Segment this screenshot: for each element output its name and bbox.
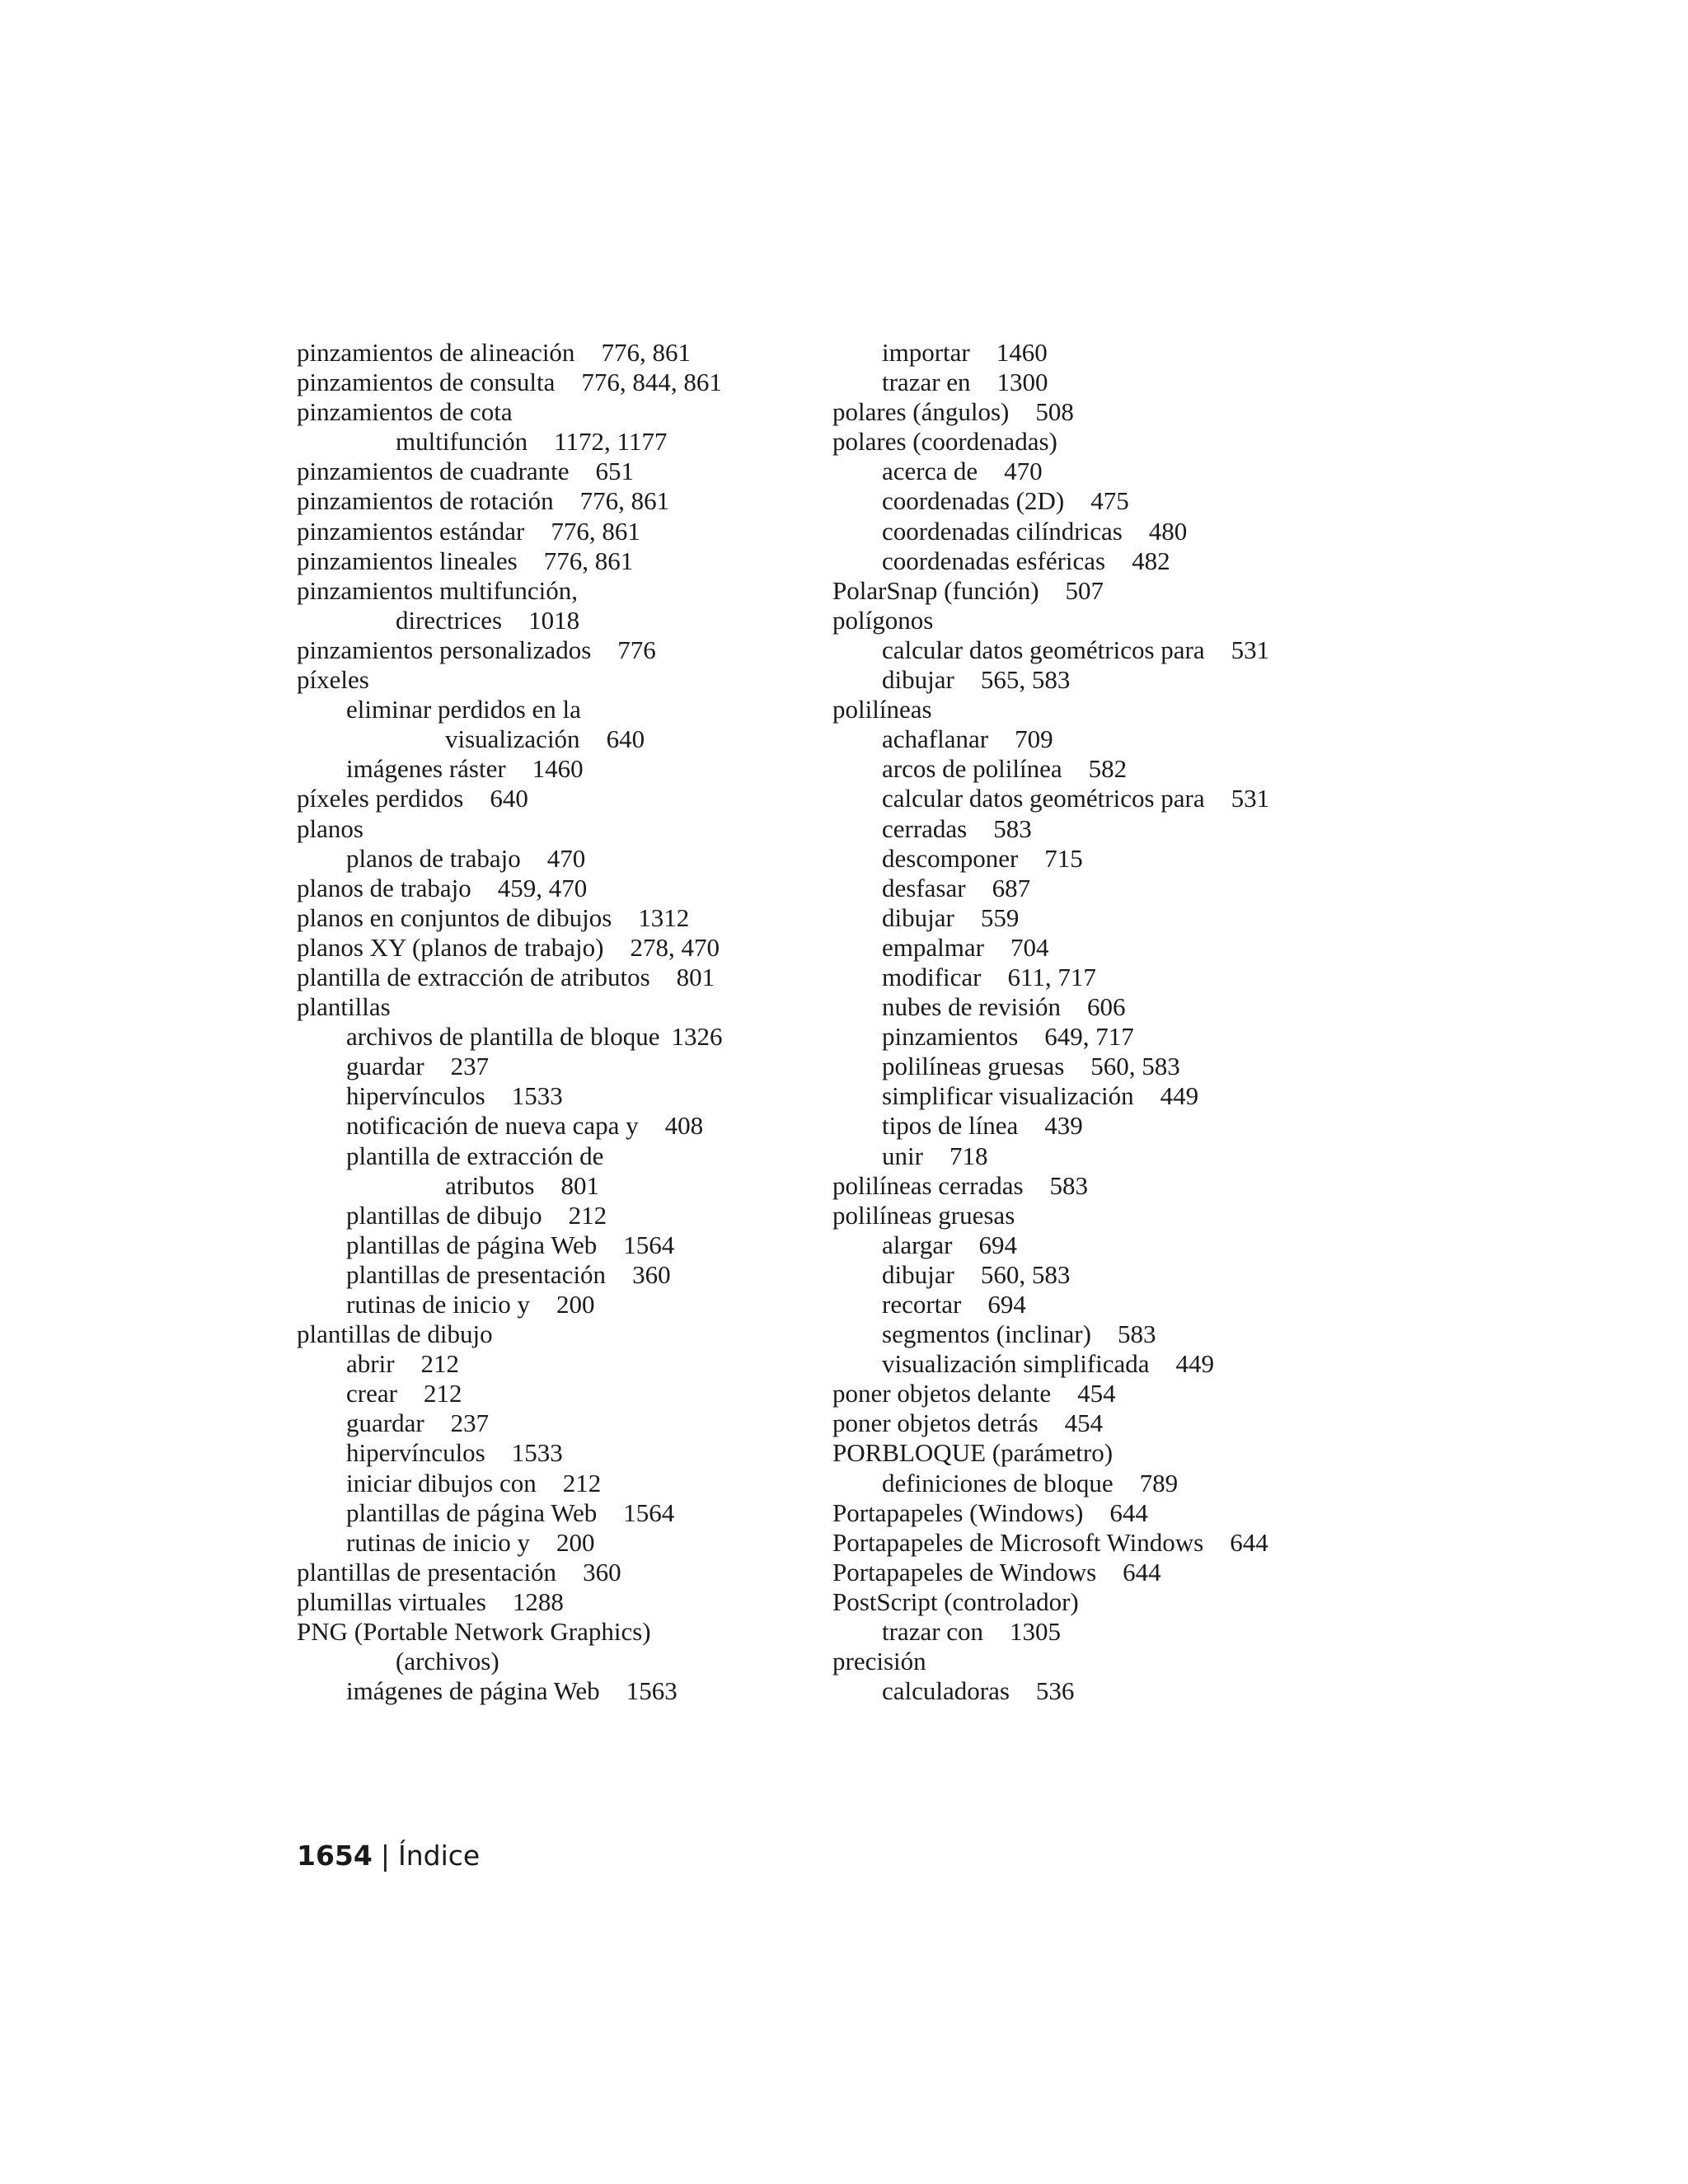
index-term: pinzamientos xyxy=(882,1022,1019,1052)
index-term: achaflanar xyxy=(882,724,989,754)
index-entry xyxy=(832,1408,1360,1438)
index-page-ref: 454 xyxy=(1064,1408,1104,1438)
index-entry xyxy=(832,1022,1360,1052)
index-term: atributos xyxy=(445,1170,535,1200)
index-page-ref: 200 xyxy=(556,1290,595,1319)
index-page-ref: 1564 xyxy=(623,1497,675,1527)
index-term: planos xyxy=(297,813,363,843)
index-page-ref: 565, 583 xyxy=(980,665,1071,695)
index-page-ref: 776, 861 xyxy=(551,516,640,546)
index-page-ref: 718 xyxy=(949,1141,988,1170)
index-entry xyxy=(297,1498,824,1528)
index-term: crear xyxy=(346,1379,397,1408)
index-term: plantillas de presentación xyxy=(297,1557,557,1586)
index-entry xyxy=(832,1111,1360,1141)
index-page-ref: 1533 xyxy=(511,1081,563,1111)
index-page-ref: 1300 xyxy=(996,368,1048,397)
index-page-ref: 583 xyxy=(993,813,1032,843)
index-entry xyxy=(297,1558,824,1587)
index-term: coordenadas (2D) xyxy=(882,486,1065,516)
index-page-ref: 360 xyxy=(632,1259,671,1289)
index-term: directrices xyxy=(396,605,503,635)
index-entry xyxy=(297,695,824,724)
index-entry xyxy=(832,724,1360,754)
index-page-ref: 212 xyxy=(562,1468,602,1497)
index-page-ref: 507 xyxy=(1065,575,1104,605)
index-entry xyxy=(297,517,824,546)
index-entry xyxy=(832,1260,1360,1290)
index-entry xyxy=(297,1617,824,1647)
index-page-ref: 475 xyxy=(1090,486,1129,516)
index-term: multifunción xyxy=(396,427,528,457)
index-term: iniciar dibujos con xyxy=(346,1468,537,1497)
index-term: hipervínculos xyxy=(346,1081,485,1111)
index-term: PORBLOQUE (parámetro) xyxy=(832,1438,1114,1468)
index-entry xyxy=(832,1587,1360,1617)
index-page-ref: 776, 861 xyxy=(579,486,670,516)
index-page-ref: 644 xyxy=(1109,1497,1148,1527)
index-page-ref: 644 xyxy=(1123,1557,1161,1586)
index-entry xyxy=(297,1319,824,1349)
index-term: coordenadas esféricas xyxy=(882,546,1106,575)
index-page-ref: 704 xyxy=(1010,932,1049,962)
index-entry xyxy=(297,1290,824,1319)
index-entry xyxy=(297,874,824,903)
index-term: abrir xyxy=(346,1349,395,1379)
index-page-ref: 1563 xyxy=(626,1676,678,1706)
index-page-ref: 651 xyxy=(595,457,635,486)
index-term: píxeles perdidos xyxy=(297,784,464,813)
index-entry xyxy=(297,457,824,486)
index-entry xyxy=(297,754,824,784)
index-entry xyxy=(832,992,1360,1022)
index-entry xyxy=(297,1676,824,1706)
index-page-ref: 1288 xyxy=(512,1586,564,1616)
index-term: pinzamientos estándar xyxy=(297,516,525,546)
index-term: polilíneas gruesas xyxy=(832,1200,1015,1230)
index-entry xyxy=(297,1052,824,1081)
index-entry xyxy=(832,338,1360,368)
index-page-ref: 560, 583 xyxy=(980,1259,1071,1289)
index-page-ref: 644 xyxy=(1230,1527,1268,1557)
index-entry xyxy=(832,1349,1360,1379)
index-term: recortar xyxy=(882,1290,962,1319)
index-entry xyxy=(832,1617,1360,1647)
index-term: acerca de xyxy=(882,457,978,486)
index-term: (archivos) xyxy=(396,1647,499,1676)
index-entry xyxy=(832,665,1360,695)
index-term: plantillas de dibujo xyxy=(297,1319,493,1349)
index-page-ref: 1460 xyxy=(532,754,584,784)
index-term: dibujar xyxy=(882,1259,954,1289)
index-entry xyxy=(832,695,1360,724)
index-term: poner objetos detrás xyxy=(832,1408,1039,1438)
index-page-ref: 789 xyxy=(1139,1468,1179,1497)
index-page-ref: 694 xyxy=(987,1290,1026,1319)
index-entry xyxy=(832,457,1360,486)
index-page-ref: 482 xyxy=(1132,546,1170,575)
index-term: polilíneas gruesas xyxy=(882,1052,1065,1081)
index-entry xyxy=(832,1290,1360,1319)
index-term: modificar xyxy=(882,962,982,991)
index-term: rutinas de inicio y xyxy=(346,1290,530,1319)
index-entry xyxy=(832,1319,1360,1349)
index-entry xyxy=(297,724,824,754)
index-term: planos de trabajo xyxy=(297,873,471,902)
index-page-ref: 449 xyxy=(1160,1081,1199,1111)
index-page-ref: 1312 xyxy=(638,902,690,932)
index-entry xyxy=(297,933,824,963)
index-page-ref: 480 xyxy=(1148,516,1188,546)
section-title: Índice xyxy=(397,1840,481,1872)
index-entry xyxy=(832,1469,1360,1498)
index-page-ref: 1305 xyxy=(1010,1617,1062,1647)
index-entry xyxy=(832,1558,1360,1587)
index-entry xyxy=(297,1171,824,1201)
index-entry xyxy=(297,1349,824,1379)
index-page-ref: 559 xyxy=(980,902,1020,932)
index-page-ref: 582 xyxy=(1088,754,1128,784)
index-entry xyxy=(297,606,824,635)
index-term: pinzamientos multifunción, xyxy=(297,575,578,605)
index-page-ref: 560, 583 xyxy=(1090,1052,1180,1081)
index-term: plantilla de extracción de atributos xyxy=(297,962,650,991)
index-entry xyxy=(297,963,824,992)
index-entry xyxy=(832,1647,1360,1676)
index-term: planos XY (planos de trabajo) xyxy=(297,932,604,962)
index-term: pinzamientos de cota xyxy=(297,397,513,427)
index-term: polilíneas cerradas xyxy=(832,1170,1024,1200)
index-page-ref: 439 xyxy=(1044,1111,1083,1141)
index-page-ref: 408 xyxy=(664,1111,704,1141)
index-term: coordenadas cilíndricas xyxy=(882,516,1123,546)
index-page-ref: 237 xyxy=(450,1408,490,1438)
index-entry xyxy=(297,427,824,457)
index-page-ref: 470 xyxy=(1004,457,1043,486)
index-entry xyxy=(832,1141,1360,1171)
index-entry xyxy=(832,963,1360,992)
index-term: plantillas de página Web xyxy=(346,1230,598,1259)
index-entry xyxy=(297,397,824,427)
index-page-ref: 508 xyxy=(1035,397,1074,427)
index-page-ref: 470 xyxy=(546,843,586,873)
index-term: precisión xyxy=(832,1647,926,1676)
index-entry xyxy=(297,546,824,576)
index-term: visualización simplificada xyxy=(882,1349,1150,1379)
index-entry xyxy=(832,1052,1360,1081)
index-entry xyxy=(297,576,824,606)
index-entry xyxy=(832,1201,1360,1230)
index-page-ref: 649, 717 xyxy=(1044,1022,1134,1052)
index-entry xyxy=(297,784,824,813)
index-term: hipervínculos xyxy=(346,1438,485,1468)
index-entry xyxy=(297,338,824,368)
index-entry xyxy=(297,1379,824,1408)
index-term: unir xyxy=(882,1141,923,1170)
index-term: plantillas de presentación xyxy=(346,1259,607,1289)
index-term: nubes de revisión xyxy=(882,992,1061,1022)
index-term: descomponer xyxy=(882,843,1019,873)
index-term: polígonos xyxy=(832,605,934,635)
index-entry xyxy=(832,1438,1360,1468)
index-term: guardar xyxy=(346,1408,424,1438)
index-page-ref: 606 xyxy=(1086,992,1126,1022)
index-entry xyxy=(297,486,824,516)
index-entry xyxy=(832,517,1360,546)
index-term: trazar en xyxy=(882,368,971,397)
index-entry xyxy=(297,1230,824,1260)
index-entry xyxy=(832,546,1360,576)
index-term: PostScript (controlador) xyxy=(832,1586,1079,1616)
index-page-ref: 449 xyxy=(1175,1349,1215,1379)
index-page-ref: 237 xyxy=(450,1052,490,1081)
index-term: rutinas de inicio y xyxy=(346,1527,530,1557)
index-term: guardar xyxy=(346,1052,424,1081)
index-page-ref: 454 xyxy=(1077,1379,1116,1408)
index-entry xyxy=(832,754,1360,784)
index-entry xyxy=(297,1141,824,1171)
index-page-ref: 640 xyxy=(606,724,645,754)
index-term: plantilla de extracción de xyxy=(346,1141,604,1170)
index-term: PolarSnap (función) xyxy=(832,575,1039,605)
index-entry xyxy=(297,635,824,665)
index-page-ref: 360 xyxy=(583,1557,621,1586)
index-entry xyxy=(832,814,1360,844)
index-term: tipos de línea xyxy=(882,1111,1019,1141)
index-term: PNG (Portable Network Graphics) xyxy=(297,1617,651,1647)
index-entry xyxy=(832,576,1360,606)
index-entry xyxy=(297,903,824,933)
index-entry xyxy=(832,903,1360,933)
index-term: cerradas xyxy=(882,813,968,843)
index-page-ref: 1533 xyxy=(511,1438,563,1468)
index-page-ref: 1564 xyxy=(623,1230,675,1259)
index-page-ref: 801 xyxy=(676,962,715,991)
index-entry xyxy=(832,427,1360,457)
index-page-ref: 583 xyxy=(1117,1319,1156,1349)
index-term: imágenes ráster xyxy=(346,754,506,784)
index-page-ref: 801 xyxy=(560,1170,599,1200)
index-page-ref: 709 xyxy=(1015,724,1053,754)
index-page-ref: 687 xyxy=(992,873,1031,902)
index-term: Portapapeles (Windows) xyxy=(832,1497,1084,1527)
index-entry xyxy=(832,1081,1360,1111)
index-page-ref: 212 xyxy=(423,1379,462,1408)
index-entry xyxy=(297,1408,824,1438)
index-entry xyxy=(297,1111,824,1141)
index-term: alargar xyxy=(882,1230,953,1259)
index-page-ref: 776 xyxy=(617,635,656,664)
index-entry xyxy=(297,1438,824,1468)
index-term: simplificar visualización xyxy=(882,1081,1134,1111)
index-term: visualización xyxy=(445,724,580,754)
index-term: calcular datos geométricos para xyxy=(882,784,1205,813)
index-entry xyxy=(832,486,1360,516)
index-term: plantillas de página Web xyxy=(346,1497,598,1527)
index-term: dibujar xyxy=(882,665,954,695)
index-term: polares (ángulos) xyxy=(832,397,1010,427)
index-entry xyxy=(297,1081,824,1111)
index-entry xyxy=(297,1260,824,1290)
index-term: calculadoras xyxy=(882,1676,1010,1706)
page-number: 1654 xyxy=(297,1840,373,1872)
index-entry xyxy=(297,1647,824,1676)
index-term: pinzamientos lineales xyxy=(297,546,518,575)
index-entry xyxy=(297,1587,824,1617)
index-term: Portapapeles de Windows xyxy=(832,1557,1097,1586)
index-term: empalmar xyxy=(882,932,984,962)
index-term: pinzamientos de consulta xyxy=(297,368,556,397)
index-column-right xyxy=(832,338,1360,1706)
index-term: polares (coordenadas) xyxy=(832,427,1057,457)
index-term: importar xyxy=(882,338,970,367)
index-term: arcos de polilínea xyxy=(882,754,1062,784)
index-entry xyxy=(297,1528,824,1558)
index-term: archivos de plantilla de bloque xyxy=(346,1022,660,1052)
index-term: definiciones de bloque xyxy=(882,1468,1114,1497)
index-page-ref: 1018 xyxy=(528,605,580,635)
index-entry xyxy=(297,1201,824,1230)
index-entry xyxy=(832,1379,1360,1408)
index-term: plantillas de dibujo xyxy=(346,1200,542,1230)
index-term: eliminar perdidos en la xyxy=(346,695,581,724)
index-page-ref: 611, 717 xyxy=(1007,962,1096,991)
index-term: píxeles xyxy=(297,665,369,695)
index-term: dibujar xyxy=(882,902,954,932)
index-term: polilíneas xyxy=(832,695,932,724)
index-term: calcular datos geométricos para xyxy=(882,635,1205,664)
index-entry xyxy=(832,1676,1360,1706)
index-term: desfasar xyxy=(882,873,966,902)
index-entry xyxy=(832,635,1360,665)
index-term: pinzamientos de cuadrante xyxy=(297,457,570,486)
index-term: pinzamientos de alineación xyxy=(297,338,575,367)
index-page-ref: 715 xyxy=(1044,843,1083,873)
index-entry xyxy=(832,1528,1360,1558)
index-term: Portapapeles de Microsoft Windows xyxy=(832,1527,1204,1557)
index-entry xyxy=(832,1230,1360,1260)
index-page-ref: 531 xyxy=(1231,635,1270,664)
index-entry xyxy=(297,1022,824,1052)
index-term: planos de trabajo xyxy=(346,843,521,873)
index-entry xyxy=(832,933,1360,963)
index-page-ref: 694 xyxy=(978,1230,1017,1259)
index-column-left xyxy=(297,338,824,1706)
index-page-ref: 1460 xyxy=(996,338,1048,367)
index-page-ref: 776, 861 xyxy=(543,546,634,575)
index-entry xyxy=(832,784,1360,813)
page-footer xyxy=(297,1838,480,1874)
index-entry xyxy=(832,1498,1360,1528)
index-page-ref: 278, 470 xyxy=(630,932,720,962)
index-entry xyxy=(297,368,824,397)
index-page-ref: 536 xyxy=(1035,1676,1075,1706)
index-page-ref: 531 xyxy=(1231,784,1270,813)
index-term: plantillas xyxy=(297,992,391,1022)
index-page-ref: 776, 844, 861 xyxy=(581,368,722,397)
index-entry xyxy=(297,665,824,695)
index-entry xyxy=(297,814,824,844)
index-term: notificación de nueva capa y xyxy=(346,1111,639,1141)
index-page-ref: 776, 861 xyxy=(601,338,691,367)
index-page-ref: 640 xyxy=(490,784,528,813)
index-page-ref: 212 xyxy=(420,1349,460,1379)
index-entry xyxy=(832,844,1360,874)
index-entry xyxy=(297,992,824,1022)
index-term: imágenes de página Web xyxy=(346,1676,600,1706)
index-term: poner objetos delante xyxy=(832,1379,1052,1408)
index-entry xyxy=(832,1171,1360,1201)
index-page-ref: 212 xyxy=(568,1200,607,1230)
index-page-ref: 200 xyxy=(556,1527,595,1557)
index-entry xyxy=(832,397,1360,427)
index-entry xyxy=(297,1469,824,1498)
index-entry xyxy=(297,844,824,874)
index-page-ref: 1326 xyxy=(671,1022,723,1052)
index-page-ref: 583 xyxy=(1049,1170,1089,1200)
index-page-ref: 1172, 1177 xyxy=(554,427,668,457)
index-entry xyxy=(832,606,1360,635)
index-term: planos en conjuntos de dibujos xyxy=(297,902,612,932)
index-term: pinzamientos de rotación xyxy=(297,486,554,516)
index-term: pinzamientos personalizados xyxy=(297,635,592,664)
index-page-ref: 459, 470 xyxy=(497,873,588,902)
index-entry xyxy=(832,874,1360,903)
index-term: plumillas virtuales xyxy=(297,1586,486,1616)
index-term: segmentos (inclinar) xyxy=(882,1319,1091,1349)
index-entry xyxy=(832,368,1360,397)
footer-separator: | xyxy=(380,1840,390,1872)
index-term: trazar con xyxy=(882,1617,984,1647)
